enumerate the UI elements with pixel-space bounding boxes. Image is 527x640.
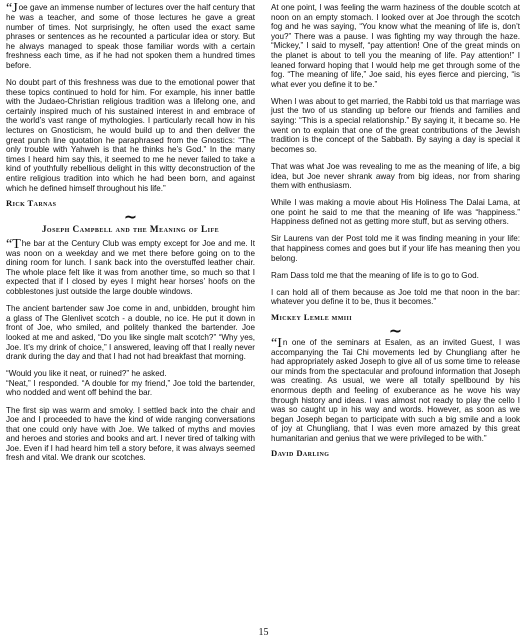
attribution: Mickey Lemle mmiii [271,311,353,322]
paragraph: “Would you like it neat, or ruined?” he asked. [6,369,167,379]
paragraph [6,3,255,71]
section-heading: Joseph Campbell and the Meaning of Life [41,223,220,234]
swash-divider: ~ [123,206,138,226]
paragraph: When I was about to get married, the Rabbi told us that marriage was just the two of us standing up before our friends and families and saying: “This is a special relationship.” By saying it, it became so. He went on to explain that one of the great contributions of the Jewish tradition is the concept of the Sabbath. By saying a day is special it becomes so. [271,96,520,154]
paragraph: While I was making a movie about His Holiness The Dalai Lama, at one point he said to me that the meaning of life was “happiness.” Happiness defined not as getting more stuff, but as serving others. [271,198,520,227]
swash-divider: ~ [388,320,403,340]
left-column [6,3,255,471]
paragraph-text: n one of the seminars at Esalen, as an invited Guest, I was accompanying the Tai Chi movements led by Chungliang after he had appropriately asked Joseph to give all of us some time to release our minds from the spectacular and profound information that Joseph was creating. As usual, we were all totally spellbound by his enormous depth and feeling of exuberance as he wove his way through history and ideas. I was almost not ready to play the cello I was so caught up in his way and words. However, as soon as we began Joseph began to participate with such a big smile and a look of joy at Chungliang, that I was even more amazed by this great humanitarian and genius that we were privileged to be with.” [271,337,520,443]
paragraph: The first sip was warm and smoky. I settled back into the chair and Joe and I proceeded to have the kind of wide ranging conversations that one could only have with Joe. We talked of myths and movies and heroes and stories and books and art. I never tired of talking with Joe. Even if I had heard him tell a story before, it was always seemed fresh and vital. We drank our scotches. [6,405,255,463]
paragraph: Sir Laurens van der Post told me it was finding meaning in your life: that happiness comes and goes but if your life has meaning then you belong. [271,234,520,263]
page-number: 15 [258,627,269,638]
paragraph-text: he bar at the Century Club was empty except for Joe and me. It was noon on a weekday and we met there before going on to the dining room for lunch. I sank back into the overstuffed leather chair. The whole place felt like it was from another time, so much so that I expected that if I closed by eyes I might hear horses’ hoofs on the cobblestones just outside the large double windows. [6,238,255,297]
paragraph: “Neat,” I responded. “A double for my friend,” Joe told the bartender, who nodded and went off behind the bar. [6,378,255,398]
attribution: Rick Tarnas [6,197,57,208]
paragraph: That was what Joe was revealing to me as the meaning of life, a big idea, but Joe never shrank away from big ideas, nor from sharing them with enthusiasm. [271,161,520,191]
drop-cap: “T [6,236,21,252]
paragraph: The ancient bartender saw Joe come in and, unbidden, brought him a glass of The Glenlivet scotch - a double, no ice. He put it down in front of Joe, who smiled, and politely thanked the bartender. Joe looked at me and asked, “Do you like single malt scotch?” “Why yes, Joe. It’s my drink of choice,” I answered, leaving off that I really never drank during the day and that I had not had breakfast that morning. [6,304,255,362]
attribution: David Darling [271,447,330,458]
paragraph [6,236,255,297]
paragraph: At one point, I was feeling the warm haziness of the double scotch at noon on an empty stomach. I looked over at Joe through the scotch fog and he was saying, “You know what the meaning of life is, don’t you?” There was a pause. I was fighting my way through the haze. “Mickey,” I said to myself, “pay attention! One of the great minds on the planet is about to tell you the meaning of life. Pay attention!” I leaned forward hoping that I would help me get through some of the fog. “The meaning of life,” Joe said, his eyes fierce and piercing, “is what ever you define it to be.” [271,3,520,89]
paragraph: Ram Dass told me that the meaning of life is to go to God. [271,270,479,280]
document-page [6,3,520,627]
paragraph-text: oe gave an immense number of lectures over the half century that he was a teacher, and some of those lectures he gave a great number of times. Not surprisingly, he often used the exact same phrases or sentences as he recounted a particular idea or story. But he always managed to speak those familiar words with a certain freshness each time, as if he had not spoken them a hundred times before. [6,3,255,70]
paragraph: I can hold all of them because as Joe told me that noon in the bar: whatever you define it to be, thus it becomes.” [271,287,520,307]
paragraph [271,335,520,444]
right-column [271,3,520,462]
drop-cap: “I [271,335,282,351]
drop-cap: “J [6,1,18,16]
paragraph: No doubt part of this freshness was due to the emotional power that these topics continued to hold for him. For example, his inner battle with the Judaeo-Christian religious tradition was a lifelong one, and certainly inspired much of his sustained interest in and embrace of the world’s vast range of mythologies. I particularly recall how in his lectures on Gnosticism, he would build up to and then deliver the great punch line quotation he paraphrased from the Gnostics: “The only trouble with Yahweh is that he thinks he’s God.” In the many times I heard him say this, it seemed to me he never failed to take a kind of youthfully rebellious delight in this witty deconstruction of the entire religious tradition into which he had been born, and against which he defined himself throughout his life.” [6,78,255,193]
